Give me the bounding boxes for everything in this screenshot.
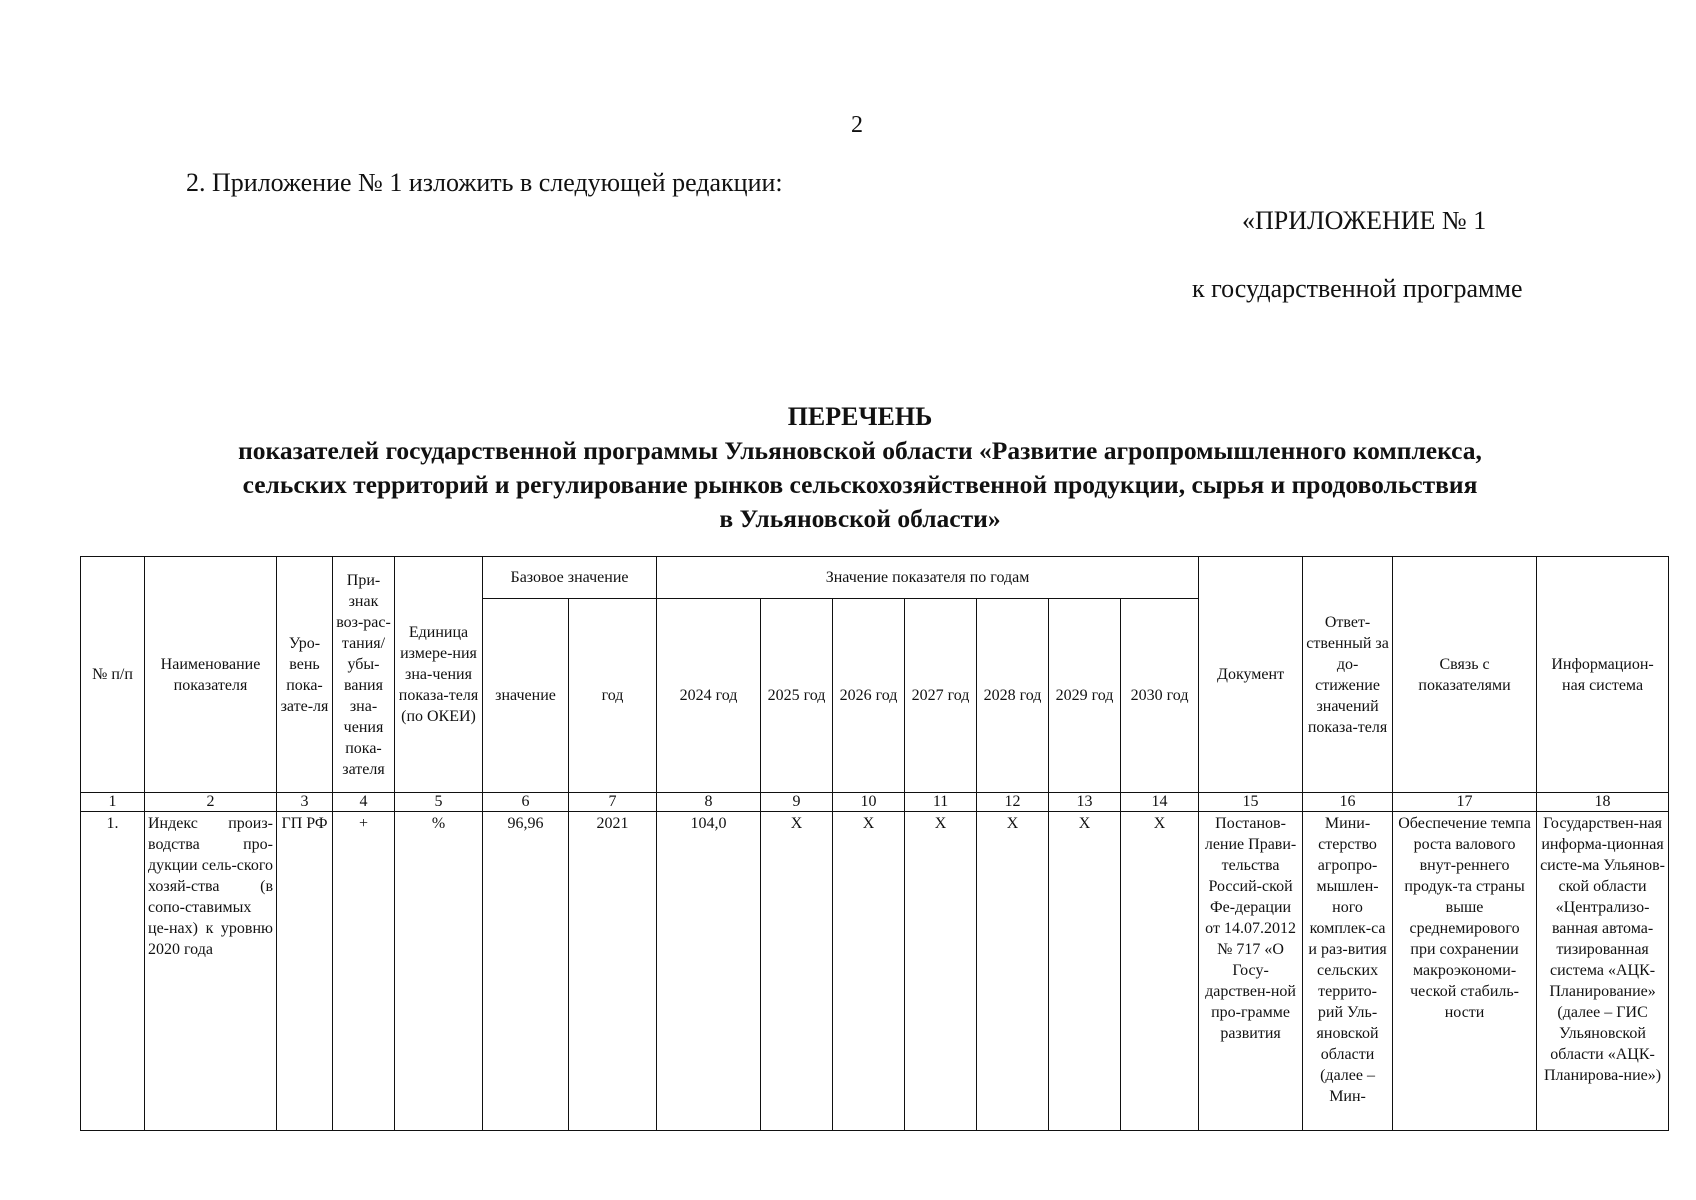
column-number: 2 — [145, 793, 277, 812]
column-number: 1 — [81, 793, 145, 812]
cell-y2026: X — [833, 812, 905, 1131]
column-number: 12 — [977, 793, 1049, 812]
column-number: 13 — [1049, 793, 1121, 812]
heading-line-1: показателей государственной программы Ульяновской области «Развитие агропромышленного комплекса, — [238, 436, 1482, 465]
cell-base-year: 2021 — [569, 812, 657, 1131]
cell-base-value: 96,96 — [483, 812, 569, 1131]
header-y2029: 2029 год — [1049, 599, 1121, 793]
header-base-year: год — [569, 599, 657, 793]
appendix-subtitle: к государственной программе — [1192, 274, 1523, 303]
cell-y2027: X — [905, 812, 977, 1131]
header-base-group: Базовое значение — [483, 557, 657, 599]
cell-name: Индекс произ-водства про-дукции сель-ского хозяй-ства (в сопо-ставимых це-нах) к уровню 2020 года — [145, 812, 277, 1131]
cell-y2030: X — [1121, 812, 1199, 1131]
appendix-title: «ПРИЛОЖЕНИЕ № 1 — [1242, 206, 1487, 235]
header-link: Связь с показателями — [1393, 557, 1537, 793]
cell-y2025: X — [761, 812, 833, 1131]
cell-info-system: Государствен-ная информа-ционная систе-ма Ульянов-ской области «Централизо-ванная автома-тизированная система «АЦК-Планирование» (далее – ГИС Ульяновской области «АЦК-Планирова-ние») — [1537, 812, 1669, 1131]
column-number: 9 — [761, 793, 833, 812]
header-y2024: 2024 год — [657, 599, 761, 793]
cell-no: 1. — [81, 812, 145, 1131]
header-document: Документ — [1199, 557, 1303, 793]
header-name: Наименование показателя — [145, 557, 277, 793]
cell-responsible: Мини-стерство агропро-мышлен-ного комплек-са и раз-вития сельских террито-рий Уль-яновской области (далее – Мин- — [1303, 812, 1393, 1131]
cell-y2029: X — [1049, 812, 1121, 1131]
header-y2025: 2025 год — [761, 599, 833, 793]
column-number: 3 — [277, 793, 333, 812]
column-number: 16 — [1303, 793, 1393, 812]
header-y2027: 2027 год — [905, 599, 977, 793]
page-number: 2 — [851, 112, 863, 138]
column-number: 4 — [333, 793, 395, 812]
cell-document: Постанов-ление Прави-тельства Россий-ской Фе-дерации от 14.07.2012 № 717 «О Госу-дарствен-ной про-грамме развития — [1199, 812, 1303, 1131]
header-y2030: 2030 год — [1121, 599, 1199, 793]
intro-text: 2. Приложение № 1 изложить в следующей редакции: — [186, 168, 783, 197]
column-number: 7 — [569, 793, 657, 812]
table-row — [81, 812, 1669, 1131]
cell-unit: % — [395, 812, 483, 1131]
column-number: 8 — [657, 793, 761, 812]
cell-sign: + — [333, 812, 395, 1131]
document-heading — [150, 400, 1570, 536]
header-base-value: значение — [483, 599, 569, 793]
column-number: 15 — [1199, 793, 1303, 812]
cell-level: ГП РФ — [277, 812, 333, 1131]
column-number: 18 — [1537, 793, 1669, 812]
column-number: 14 — [1121, 793, 1199, 812]
column-number: 6 — [483, 793, 569, 812]
header-no: № п/п — [81, 557, 145, 793]
cell-link: Обеспечение темпа роста валового внут-реннего продук-та страны выше среднемирового при сохранении макроэкономи-ческой стабиль-ности — [1393, 812, 1537, 1131]
header-level: Уро-вень пока-зате-ля — [277, 557, 333, 793]
header-responsible: Ответ-ственный за до-стижение значений показа-теля — [1303, 557, 1393, 793]
header-sign: При-знак воз-рас-тания/ убы-вания зна-чения пока-зателя — [333, 557, 395, 793]
header-years-group: Значение показателя по годам — [657, 557, 1199, 599]
header-y2026: 2026 год — [833, 599, 905, 793]
heading-main: ПЕРЕЧЕНЬ — [787, 402, 933, 431]
indicators-table — [80, 556, 1669, 1131]
header-y2028: 2028 год — [977, 599, 1049, 793]
header-unit: Единица измере-ния зна-чения показа-теля (по ОКЕИ) — [395, 557, 483, 793]
column-numbers-row — [81, 793, 1669, 812]
column-number: 10 — [833, 793, 905, 812]
heading-line-3: в Ульяновской области» — [719, 504, 1001, 533]
heading-line-2: сельских территорий и регулирование рынков сельскохозяйственной продукции, сырья и продовольствия — [242, 470, 1478, 499]
cell-y2028: X — [977, 812, 1049, 1131]
column-number: 11 — [905, 793, 977, 812]
column-number: 17 — [1393, 793, 1537, 812]
column-number: 5 — [395, 793, 483, 812]
cell-y2024: 104,0 — [657, 812, 761, 1131]
header-info-system: Информацион-ная система — [1537, 557, 1669, 793]
